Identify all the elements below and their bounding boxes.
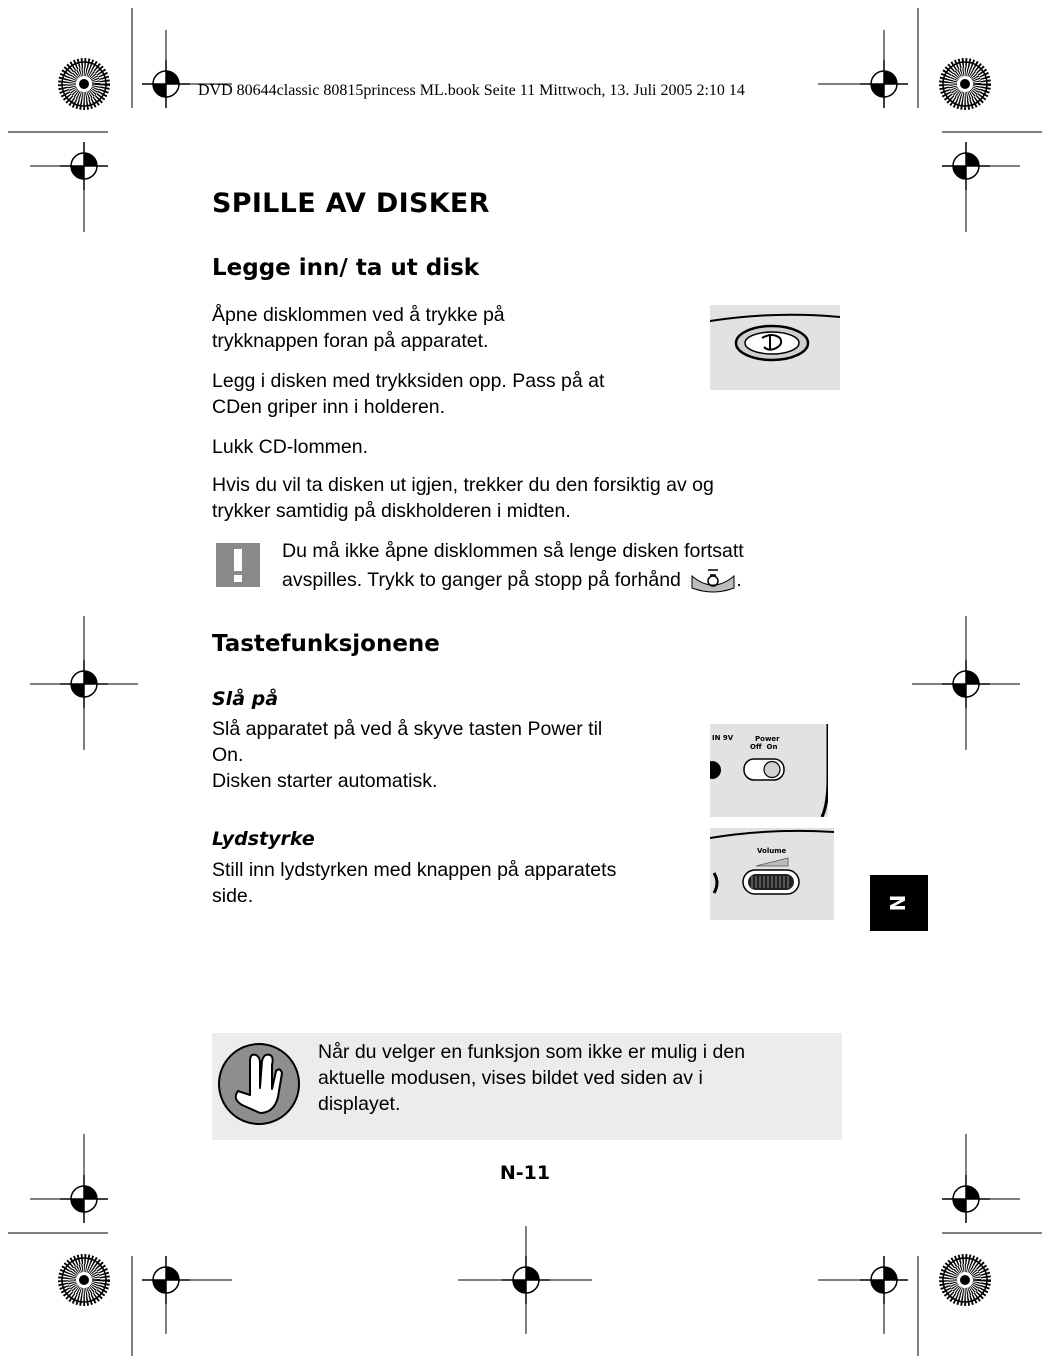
subheading-switch-on: Slå på xyxy=(212,688,279,710)
volume-line2: side. xyxy=(212,885,254,907)
switch-on-text-end: til xyxy=(582,718,603,740)
warning-icon xyxy=(216,543,260,587)
in-9v-label: IN 9V xyxy=(712,734,734,742)
stop-button-icon xyxy=(690,564,736,594)
switch-on-line3: Disken starter automatisk. xyxy=(212,770,438,792)
section-heading-key-functions: Tastefunksjonene xyxy=(212,631,440,657)
paragraph-close: Lukk CD-lommen. xyxy=(212,436,369,458)
language-tab xyxy=(870,875,928,931)
paragraph-open xyxy=(212,302,505,354)
volume-label: Volume xyxy=(757,847,787,855)
warning-end: . xyxy=(736,569,742,591)
warning-line1: Du må ikke åpne disklommen så lenge disken fortsatt xyxy=(282,540,744,562)
off-on-label: Off On xyxy=(750,743,778,751)
disney-button-icon xyxy=(710,305,840,390)
disney-button-image xyxy=(710,305,840,390)
paragraph-insert-line1: Legg i disken med trykksiden opp. Pass på at xyxy=(212,370,605,392)
paragraph-remove-line2: trykker samtidig på diskholderen i midten. xyxy=(212,500,571,522)
warning-note xyxy=(282,538,744,594)
section-heading-insert-disc: Legge inn/ ta ut disk xyxy=(212,255,480,281)
paragraph-volume xyxy=(212,857,616,909)
power-key-label: Power xyxy=(527,718,583,740)
tip-line3: displayet. xyxy=(318,1093,401,1115)
paragraph-remove-line1: Hvis du vil ta disken ut igjen, trekker du den forsiktig av og xyxy=(212,474,714,496)
paragraph-insert-line2: CDen griper inn i holderen. xyxy=(212,396,446,418)
page-number: N-11 xyxy=(499,1162,551,1184)
tip-line1: Når du velger en funksjon som ikke er mulig i den xyxy=(318,1041,746,1063)
paragraph-open-line2: trykknappen foran på apparatet. xyxy=(212,330,489,352)
switch-on-line2 xyxy=(212,744,243,766)
subheading-volume: Lydstyrke xyxy=(212,828,315,850)
running-header: DVD 80644classic 80815princess ML.book Seite 11 Mittwoch, 13. Juli 2005 2:10 14 xyxy=(198,82,745,99)
switch-on-text: Slå apparatet på ved å skyve tasten xyxy=(212,718,528,740)
paragraph-switch-on xyxy=(212,716,602,794)
volume-line1: Still inn lydstyrken med knappen på apparatets xyxy=(212,859,617,881)
warning-line2: avspilles. Trykk to ganger på stopp på forhånd xyxy=(282,569,681,591)
power-label: Power xyxy=(755,735,780,743)
paragraph-remove xyxy=(212,472,714,524)
paragraph-open-line1: Åpne disklommen ved å trykke på xyxy=(212,304,505,326)
on-label-end: . xyxy=(238,744,244,766)
language-tab-label: N xyxy=(886,894,910,912)
hand-stop-icon xyxy=(216,1041,302,1127)
paragraph-insert xyxy=(212,368,604,420)
volume-wheel-icon xyxy=(710,828,834,920)
power-switch-image xyxy=(710,724,840,817)
volume-wheel-image xyxy=(710,828,834,920)
page-title: SPILLE AV DISKER xyxy=(212,188,490,219)
tip-line2: aktuelle modusen, vises bildet ved siden av i xyxy=(318,1067,703,1089)
switch-on-line1 xyxy=(212,718,602,740)
tip-box xyxy=(212,1033,842,1140)
tip-text xyxy=(318,1039,745,1117)
on-label: On xyxy=(212,744,239,766)
